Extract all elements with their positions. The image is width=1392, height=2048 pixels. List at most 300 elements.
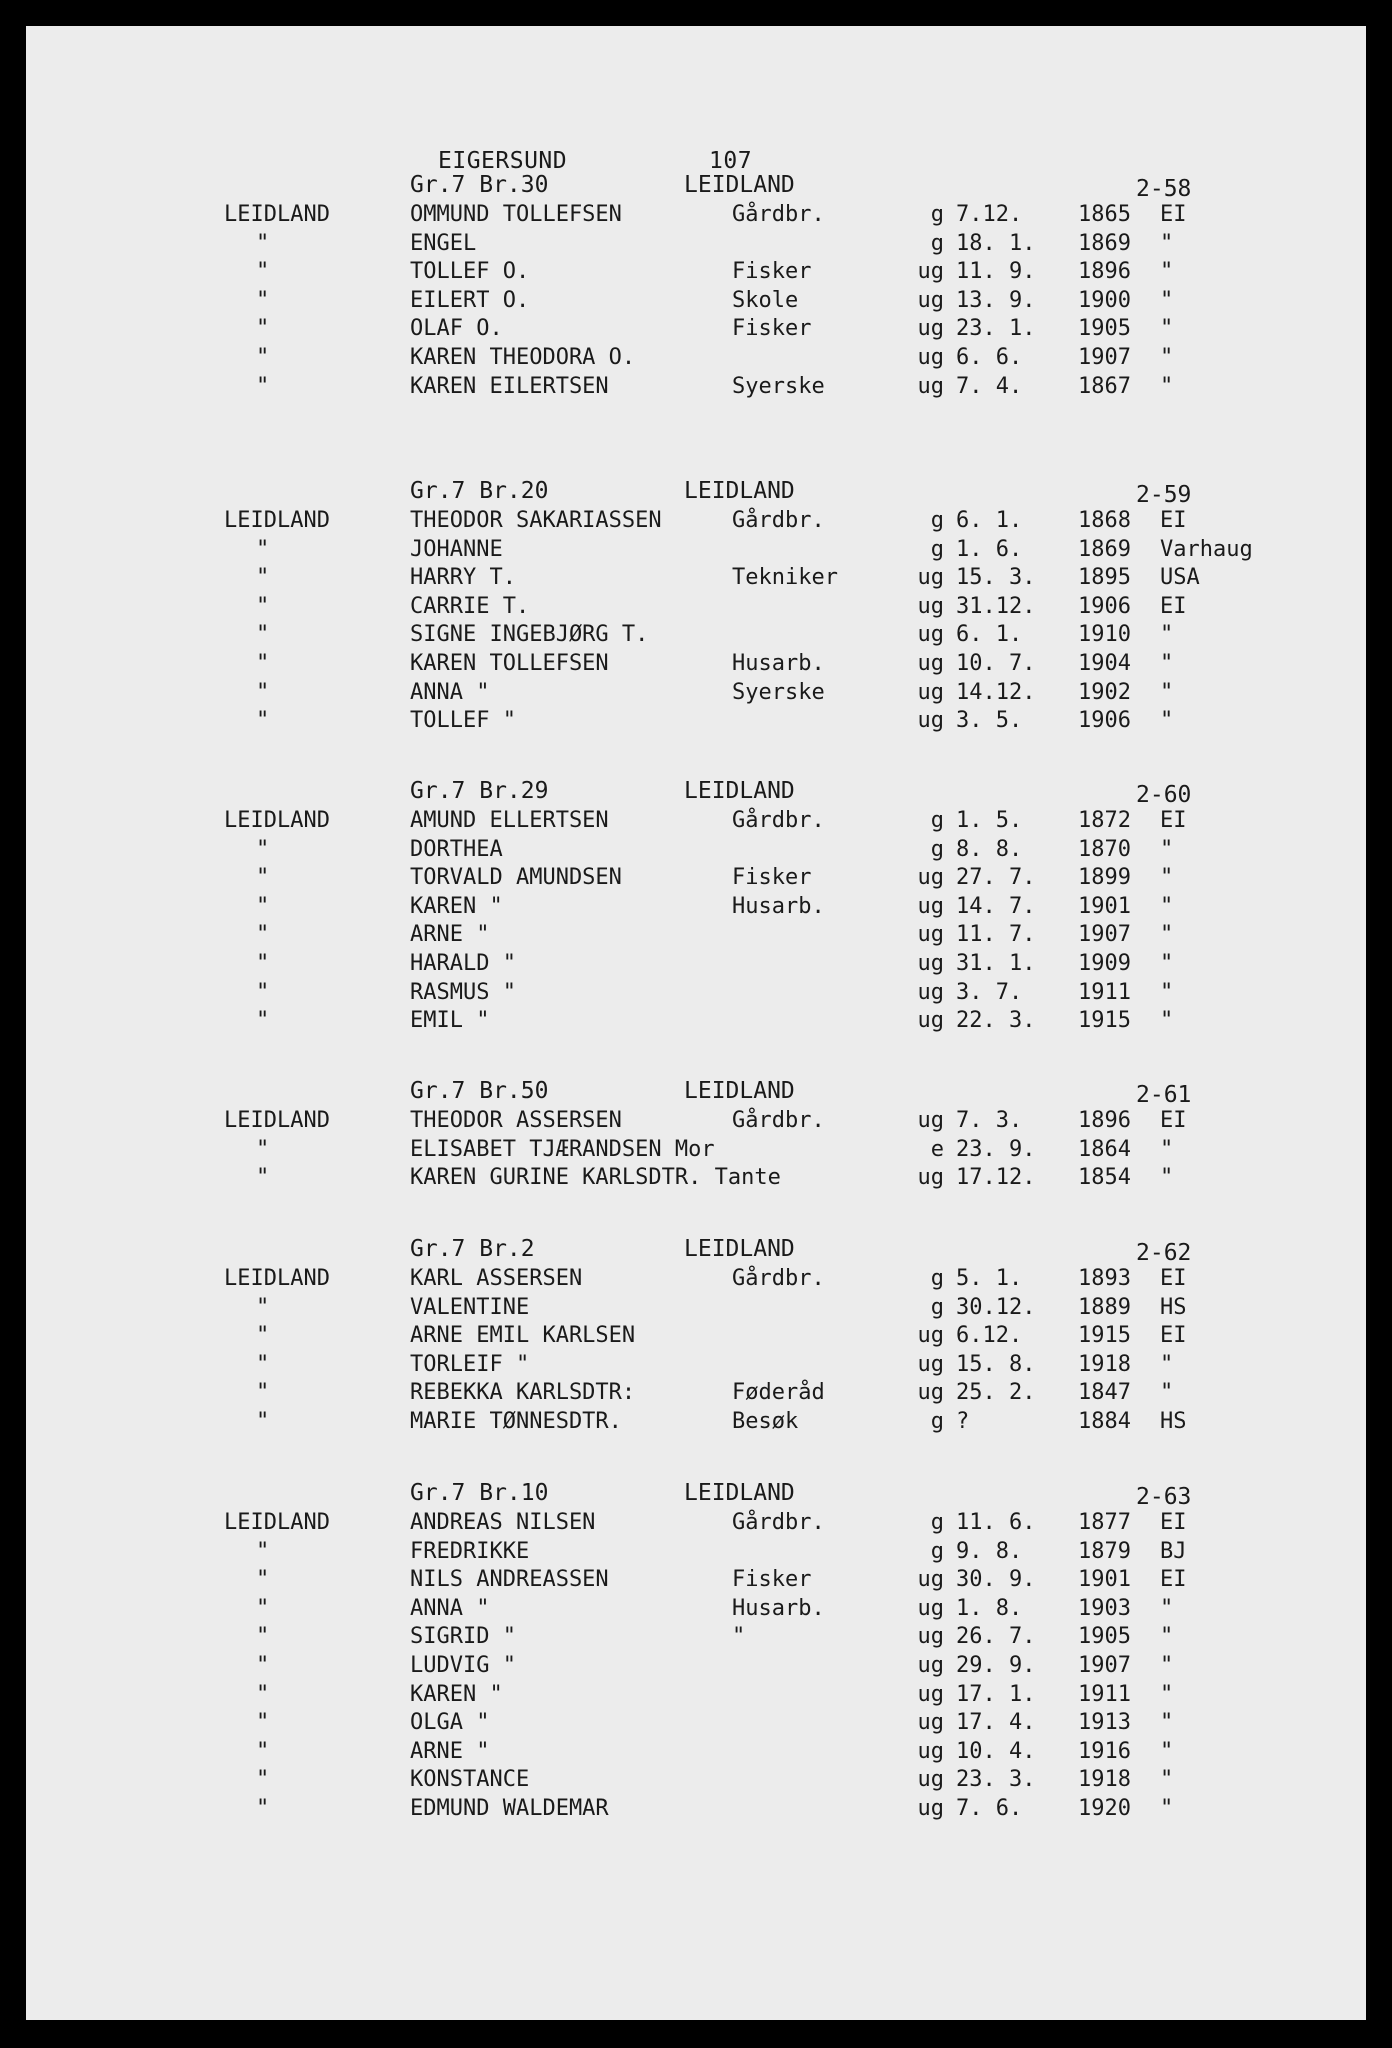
status-cell: ug xyxy=(917,865,944,891)
birthplace-cell: HS xyxy=(1160,1408,1187,1434)
birth-year-cell: 1903 xyxy=(1078,1595,1131,1621)
section-heading xyxy=(26,172,1366,202)
name-cell: ENGEL xyxy=(410,230,477,256)
birth-year-cell: 1906 xyxy=(1078,593,1131,619)
birthplace-cell: " xyxy=(1160,373,1174,399)
name-cell: ANDREAS NILSEN xyxy=(410,1510,596,1535)
person-row xyxy=(26,808,1366,837)
birthplace-cell: " xyxy=(1160,230,1174,256)
birth-year-cell: 1906 xyxy=(1078,708,1131,734)
occupation-cell: Fisker xyxy=(732,316,812,342)
birth-year-cell: 1864 xyxy=(1078,1136,1131,1162)
occupation-cell: Gårdbr. xyxy=(732,202,825,227)
status-cell: g xyxy=(930,1266,944,1291)
name-cell: OLAF O. xyxy=(410,316,503,342)
farm-cell: " xyxy=(256,1165,270,1191)
birthplace-cell: " xyxy=(1160,836,1174,862)
occupation-cell: Føderåd xyxy=(732,1380,825,1406)
birthplace-cell: EI xyxy=(1160,1108,1187,1133)
status-cell: ug xyxy=(917,1567,944,1593)
birth-date-cell: 7. 6. xyxy=(956,1795,1023,1821)
birth-year-cell: 1896 xyxy=(1078,259,1131,285)
birth-year-cell: 1877 xyxy=(1078,1510,1131,1535)
birth-year-cell: 1916 xyxy=(1078,1738,1131,1764)
birth-date-cell: 23. 9. xyxy=(956,1136,1036,1162)
birthplace-cell: " xyxy=(1160,1795,1174,1821)
occupation-cell: Fisker xyxy=(732,259,812,285)
name-cell: TORLEIF " xyxy=(410,1351,530,1377)
birth-year-cell: 1902 xyxy=(1078,679,1131,705)
section-heading xyxy=(26,1236,1366,1266)
section-number: 2-59 xyxy=(1136,482,1192,508)
birthplace-cell: " xyxy=(1160,622,1174,648)
status-cell: ug xyxy=(917,708,944,734)
name-cell: KARL ASSERSEN xyxy=(410,1266,583,1291)
person-row xyxy=(26,1624,1366,1653)
birth-date-cell: 29. 9. xyxy=(956,1652,1036,1678)
birthplace-cell: " xyxy=(1160,344,1174,370)
status-cell: ug xyxy=(917,287,944,313)
status-cell: ug xyxy=(917,259,944,285)
farm-cell: LEIDLAND xyxy=(224,202,330,227)
farm-cell: " xyxy=(256,1567,270,1593)
name-cell: THEODOR SAKARIASSEN xyxy=(410,508,662,533)
person-row xyxy=(26,837,1366,866)
farm-cell: " xyxy=(256,1323,270,1349)
birth-year-cell: 1910 xyxy=(1078,622,1131,648)
section-heading xyxy=(26,778,1366,808)
birth-date-cell: 11. 7. xyxy=(956,922,1036,948)
birth-date-cell: 11. 9. xyxy=(956,259,1036,285)
occupation-cell: Syerske xyxy=(732,373,825,399)
person-row xyxy=(26,1710,1366,1739)
name-cell: ANNA " xyxy=(410,679,490,705)
person-row xyxy=(26,951,1366,980)
birth-year-cell: 1895 xyxy=(1078,565,1131,591)
status-cell: ug xyxy=(917,1351,944,1377)
birthplace-cell: BJ xyxy=(1160,1538,1187,1564)
person-row xyxy=(26,231,1366,260)
birth-year-cell: 1915 xyxy=(1078,1323,1131,1349)
farm-cell: " xyxy=(256,1767,270,1793)
status-cell: ug xyxy=(917,344,944,370)
farm-cell: " xyxy=(256,1795,270,1821)
section-farm: LEIDLAND xyxy=(684,1078,795,1104)
farm-cell: " xyxy=(256,836,270,862)
birth-year-cell: 1911 xyxy=(1078,979,1131,1005)
section-number: 2-61 xyxy=(1136,1082,1192,1108)
birthplace-cell: " xyxy=(1160,650,1174,676)
status-cell: ug xyxy=(917,373,944,399)
person-row xyxy=(26,1352,1366,1381)
status-cell: ug xyxy=(917,1323,944,1349)
person-row xyxy=(26,1767,1366,1796)
farm-cell: " xyxy=(256,922,270,948)
occupation-cell: Tekniker xyxy=(732,565,838,591)
birth-date-cell: 23. 3. xyxy=(956,1767,1036,1793)
status-cell: g xyxy=(930,230,944,256)
birth-year-cell: 1901 xyxy=(1078,1567,1131,1593)
birth-year-cell: 1918 xyxy=(1078,1767,1131,1793)
person-row xyxy=(26,1539,1366,1568)
status-cell: g xyxy=(930,1538,944,1564)
section-heading xyxy=(26,478,1366,508)
farm-cell: " xyxy=(256,344,270,370)
name-cell: MARIE TØNNESDTR. xyxy=(410,1408,622,1434)
person-row xyxy=(26,1682,1366,1711)
status-cell: ug xyxy=(917,622,944,648)
birth-date-cell: 17. 1. xyxy=(956,1681,1036,1707)
occupation-cell: Fisker xyxy=(732,865,812,891)
status-cell: ug xyxy=(917,922,944,948)
birthplace-cell: " xyxy=(1160,865,1174,891)
farm-cell: " xyxy=(256,1380,270,1406)
name-cell: KAREN " xyxy=(410,893,503,919)
farm-cell: LEIDLAND xyxy=(224,1266,330,1291)
birthplace-cell: USA xyxy=(1160,565,1200,591)
status-cell: g xyxy=(930,1510,944,1535)
status-cell: ug xyxy=(917,1165,944,1191)
farm-cell: LEIDLAND xyxy=(224,1108,330,1133)
name-cell: JOHANNE xyxy=(410,536,503,562)
person-row xyxy=(26,1323,1366,1352)
occupation-cell: Husarb. xyxy=(732,1595,825,1621)
section-group: Gr.7 Br.2 xyxy=(410,1236,535,1262)
farm-cell: " xyxy=(256,650,270,676)
household-section xyxy=(26,1078,1366,1194)
name-cell: EDMUND WALDEMAR xyxy=(410,1795,609,1821)
person-row xyxy=(26,508,1366,537)
birth-date-cell: 15. 3. xyxy=(956,565,1036,591)
header-page-number: 107 xyxy=(709,148,753,174)
farm-cell: " xyxy=(256,1136,270,1162)
birth-date-cell: 6. 1. xyxy=(956,622,1023,648)
person-row xyxy=(26,1567,1366,1596)
birth-date-cell: 30.12. xyxy=(956,1294,1036,1320)
birthplace-cell: EI xyxy=(1160,508,1187,533)
status-cell: g xyxy=(930,536,944,562)
status-cell: g xyxy=(930,202,944,227)
person-row xyxy=(26,622,1366,651)
farm-cell: " xyxy=(256,679,270,705)
name-cell: REBEKKA KARLSDTR: xyxy=(410,1380,636,1406)
birth-year-cell: 1847 xyxy=(1078,1380,1131,1406)
section-heading xyxy=(26,1078,1366,1108)
birth-date-cell: 10. 4. xyxy=(956,1738,1036,1764)
birth-year-cell: 1893 xyxy=(1078,1266,1131,1291)
name-cell: LUDVIG " xyxy=(410,1652,516,1678)
birthplace-cell: EI xyxy=(1160,202,1187,227)
farm-cell: " xyxy=(256,1538,270,1564)
birthplace-cell: " xyxy=(1160,316,1174,342)
occupation-cell: Gårdbr. xyxy=(732,1266,825,1291)
person-row xyxy=(26,374,1366,403)
section-group: Gr.7 Br.30 xyxy=(410,172,549,198)
farm-cell: " xyxy=(256,1008,270,1034)
name-cell: ARNE EMIL KARLSEN xyxy=(410,1323,636,1349)
birth-year-cell: 1867 xyxy=(1078,373,1131,399)
birth-year-cell: 1918 xyxy=(1078,1351,1131,1377)
birth-date-cell: 7.12. xyxy=(956,202,1023,227)
birthplace-cell: " xyxy=(1160,893,1174,919)
name-cell: ANNA " xyxy=(410,1595,490,1621)
birth-year-cell: 1884 xyxy=(1078,1408,1131,1434)
birth-year-cell: 1907 xyxy=(1078,922,1131,948)
name-cell: SIGNE INGEBJØRG T. xyxy=(410,622,649,648)
farm-cell: " xyxy=(256,1294,270,1320)
person-row xyxy=(26,1295,1366,1324)
birth-year-cell: 1905 xyxy=(1078,316,1131,342)
birth-date-cell: ? xyxy=(956,1408,970,1434)
name-cell: DORTHEA xyxy=(410,836,503,862)
birth-date-cell: 13. 9. xyxy=(956,287,1036,313)
birth-year-cell: 1872 xyxy=(1078,808,1131,833)
status-cell: g xyxy=(930,836,944,862)
occupation-cell: Gårdbr. xyxy=(732,1510,825,1535)
birth-date-cell: 6. 1. xyxy=(956,508,1023,533)
occupation-cell: Skole xyxy=(732,287,799,313)
birth-date-cell: 26. 7. xyxy=(956,1624,1036,1650)
occupation-cell: " xyxy=(732,1624,746,1650)
person-row xyxy=(26,1510,1366,1539)
birth-date-cell: 30. 9. xyxy=(956,1567,1036,1593)
birth-year-cell: 1913 xyxy=(1078,1710,1131,1736)
birth-year-cell: 1899 xyxy=(1078,865,1131,891)
section-farm: LEIDLAND xyxy=(684,478,795,504)
birth-date-cell: 31. 1. xyxy=(956,950,1036,976)
status-cell: ug xyxy=(917,565,944,591)
birth-date-cell: 25. 2. xyxy=(956,1380,1036,1406)
birth-year-cell: 1915 xyxy=(1078,1008,1131,1034)
section-number: 2-58 xyxy=(1136,176,1192,202)
occupation-cell: Fisker xyxy=(732,1567,812,1593)
status-cell: ug xyxy=(917,1380,944,1406)
birthplace-cell: EI xyxy=(1160,1323,1187,1349)
birth-date-cell: 9. 8. xyxy=(956,1538,1023,1564)
status-cell: ug xyxy=(917,1595,944,1621)
birth-date-cell: 1. 8. xyxy=(956,1595,1023,1621)
status-cell: ug xyxy=(917,593,944,619)
birthplace-cell: " xyxy=(1160,1380,1174,1406)
birth-year-cell: 1907 xyxy=(1078,1652,1131,1678)
status-cell: ug xyxy=(917,1008,944,1034)
occupation-cell: Husarb. xyxy=(732,893,825,919)
person-row xyxy=(26,980,1366,1009)
name-cell: VALENTINE xyxy=(410,1294,530,1320)
section-group: Gr.7 Br.29 xyxy=(410,778,549,804)
name-cell: KAREN GURINE KARLSDTR. Tante xyxy=(410,1165,781,1191)
birth-date-cell: 17. 4. xyxy=(956,1710,1036,1736)
household-section xyxy=(26,172,1366,402)
birth-date-cell: 15. 8. xyxy=(956,1351,1036,1377)
farm-cell: LEIDLAND xyxy=(224,1510,330,1535)
occupation-cell: Gårdbr. xyxy=(732,1108,825,1133)
farm-cell: " xyxy=(256,373,270,399)
status-cell: ug xyxy=(917,1795,944,1821)
birth-date-cell: 8. 8. xyxy=(956,836,1023,862)
occupation-cell: Besøk xyxy=(732,1408,799,1434)
section-group: Gr.7 Br.50 xyxy=(410,1078,549,1104)
person-row xyxy=(26,202,1366,231)
birthplace-cell: EI xyxy=(1160,1510,1187,1535)
birthplace-cell: " xyxy=(1160,287,1174,313)
birthplace-cell: " xyxy=(1160,1652,1174,1678)
name-cell: KAREN THEODORA O. xyxy=(410,344,636,370)
birth-date-cell: 3. 7. xyxy=(956,979,1023,1005)
birth-year-cell: 1896 xyxy=(1078,1108,1131,1133)
birthplace-cell: EI xyxy=(1160,1567,1187,1593)
birth-year-cell: 1920 xyxy=(1078,1795,1131,1821)
farm-cell: " xyxy=(256,1681,270,1707)
birth-year-cell: 1869 xyxy=(1078,230,1131,256)
farm-cell: LEIDLAND xyxy=(224,808,330,833)
birth-date-cell: 10. 7. xyxy=(956,650,1036,676)
person-row xyxy=(26,1739,1366,1768)
name-cell: TOLLEF " xyxy=(410,708,516,734)
birthplace-cell: " xyxy=(1160,950,1174,976)
birth-year-cell: 1889 xyxy=(1078,1294,1131,1320)
birthplace-cell: " xyxy=(1160,1738,1174,1764)
farm-cell: " xyxy=(256,865,270,891)
farm-cell: " xyxy=(256,1624,270,1650)
birthplace-cell: EI xyxy=(1160,593,1187,619)
farm-cell: LEIDLAND xyxy=(224,508,330,533)
person-row xyxy=(26,1137,1366,1166)
status-cell: ug xyxy=(917,893,944,919)
status-cell: ug xyxy=(917,316,944,342)
person-row xyxy=(26,537,1366,566)
farm-cell: " xyxy=(256,979,270,1005)
section-group: Gr.7 Br.20 xyxy=(410,478,549,504)
birthplace-cell: " xyxy=(1160,1710,1174,1736)
farm-cell: " xyxy=(256,230,270,256)
birthplace-cell: " xyxy=(1160,1681,1174,1707)
birth-date-cell: 11. 6. xyxy=(956,1510,1036,1535)
birthplace-cell: HS xyxy=(1160,1294,1187,1320)
birth-date-cell: 7. 3. xyxy=(956,1108,1023,1133)
name-cell: HARALD " xyxy=(410,950,516,976)
birth-date-cell: 6. 6. xyxy=(956,344,1023,370)
birth-year-cell: 1868 xyxy=(1078,508,1131,533)
section-heading xyxy=(26,1480,1366,1510)
document-page xyxy=(26,26,1366,2020)
name-cell: KAREN " xyxy=(410,1681,503,1707)
person-row xyxy=(26,565,1366,594)
person-row xyxy=(26,1653,1366,1682)
name-cell: OLGA " xyxy=(410,1710,490,1736)
birthplace-cell: " xyxy=(1160,1767,1174,1793)
name-cell: EILERT O. xyxy=(410,287,530,313)
birth-year-cell: 1865 xyxy=(1078,202,1131,227)
status-cell: ug xyxy=(917,950,944,976)
name-cell: EMIL " xyxy=(410,1008,490,1034)
name-cell: ARNE " xyxy=(410,1738,490,1764)
birth-date-cell: 18. 1. xyxy=(956,230,1036,256)
name-cell: KONSTANCE xyxy=(410,1767,530,1793)
name-cell: KAREN TOLLEFSEN xyxy=(410,650,609,676)
birth-year-cell: 1879 xyxy=(1078,1538,1131,1564)
person-row xyxy=(26,594,1366,623)
birth-date-cell: 6.12. xyxy=(956,1323,1023,1349)
birthplace-cell: " xyxy=(1160,1136,1174,1162)
occupation-cell: Gårdbr. xyxy=(732,808,825,833)
birthplace-cell: " xyxy=(1160,259,1174,285)
person-row xyxy=(26,1108,1366,1137)
farm-cell: " xyxy=(256,259,270,285)
farm-cell: " xyxy=(256,1738,270,1764)
person-row xyxy=(26,288,1366,317)
household-section xyxy=(26,478,1366,737)
birth-date-cell: 3. 5. xyxy=(956,708,1023,734)
name-cell: OMMUND TOLLEFSEN xyxy=(410,202,622,227)
birthplace-cell: " xyxy=(1160,1165,1174,1191)
name-cell: KAREN EILERTSEN xyxy=(410,373,609,399)
section-farm: LEIDLAND xyxy=(684,1480,795,1506)
person-row xyxy=(26,1165,1366,1194)
status-cell: g xyxy=(930,808,944,833)
person-row xyxy=(26,680,1366,709)
birthplace-cell: EI xyxy=(1160,1266,1187,1291)
birth-date-cell: 1. 5. xyxy=(956,808,1023,833)
name-cell: ARNE " xyxy=(410,922,490,948)
status-cell: ug xyxy=(917,650,944,676)
person-row xyxy=(26,1409,1366,1438)
birth-year-cell: 1909 xyxy=(1078,950,1131,976)
status-cell: ug xyxy=(917,679,944,705)
name-cell: RASMUS " xyxy=(410,979,516,1005)
person-row xyxy=(26,345,1366,374)
section-number: 2-63 xyxy=(1136,1484,1192,1510)
name-cell: HARRY T. xyxy=(410,565,516,591)
name-cell: NILS ANDREASSEN xyxy=(410,1567,609,1593)
birthplace-cell: " xyxy=(1160,1351,1174,1377)
birthplace-cell: " xyxy=(1160,1595,1174,1621)
name-cell: AMUND ELLERTSEN xyxy=(410,808,609,833)
person-row xyxy=(26,259,1366,288)
status-cell: ug xyxy=(917,1710,944,1736)
birth-date-cell: 14. 7. xyxy=(956,893,1036,919)
household-section xyxy=(26,778,1366,1037)
birth-year-cell: 1905 xyxy=(1078,1624,1131,1650)
status-cell: ug xyxy=(917,1652,944,1678)
birth-date-cell: 5. 1. xyxy=(956,1266,1023,1291)
occupation-cell: Gårdbr. xyxy=(732,508,825,533)
person-row xyxy=(26,708,1366,737)
name-cell: TORVALD AMUNDSEN xyxy=(410,865,622,891)
status-cell: ug xyxy=(917,1624,944,1650)
person-row xyxy=(26,1596,1366,1625)
birth-year-cell: 1869 xyxy=(1078,536,1131,562)
status-cell: ug xyxy=(917,1767,944,1793)
name-cell: CARRIE T. xyxy=(410,593,530,619)
farm-cell: " xyxy=(256,536,270,562)
birth-date-cell: 27. 7. xyxy=(956,865,1036,891)
farm-cell: " xyxy=(256,565,270,591)
occupation-cell: Syerske xyxy=(732,679,825,705)
farm-cell: " xyxy=(256,1710,270,1736)
farm-cell: " xyxy=(256,316,270,342)
farm-cell: " xyxy=(256,593,270,619)
section-group: Gr.7 Br.10 xyxy=(410,1480,549,1506)
farm-cell: " xyxy=(256,950,270,976)
birth-year-cell: 1900 xyxy=(1078,287,1131,313)
name-cell: TOLLEF O. xyxy=(410,259,530,285)
farm-cell: " xyxy=(256,1595,270,1621)
status-cell: ug xyxy=(917,1108,944,1133)
person-row xyxy=(26,865,1366,894)
person-row xyxy=(26,894,1366,923)
section-farm: LEIDLAND xyxy=(684,778,795,804)
